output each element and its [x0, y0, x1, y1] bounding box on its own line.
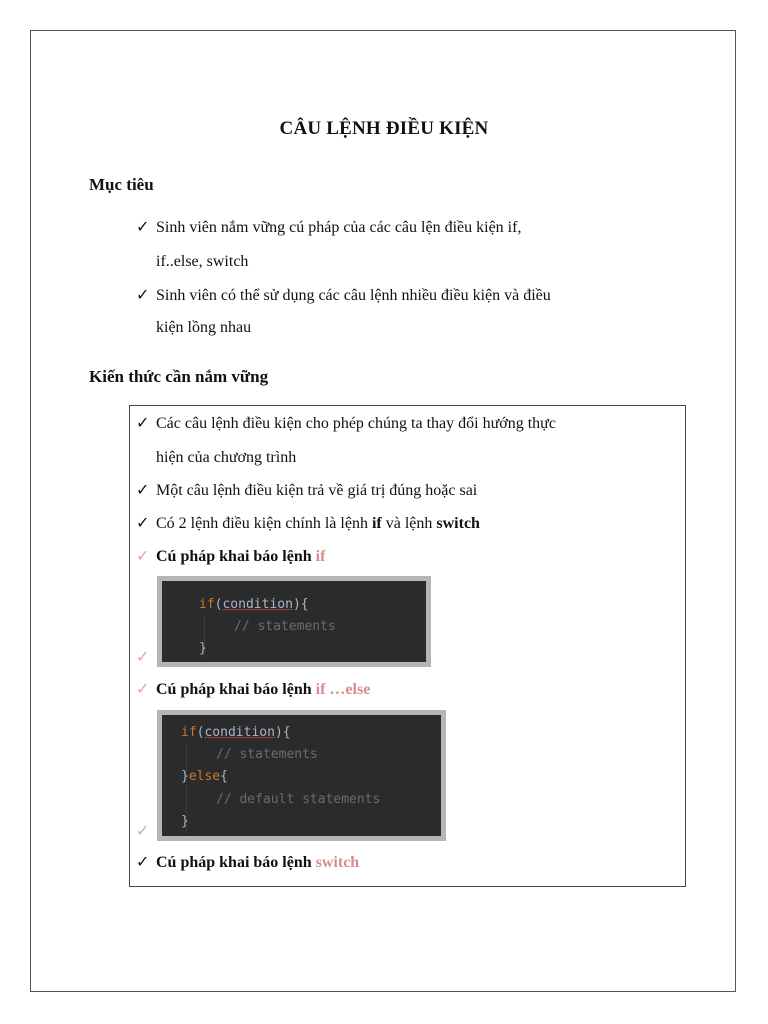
check-icon: ✓ — [136, 415, 150, 432]
code-line-1: if(condition){ — [199, 597, 309, 612]
code-line-2: // statements — [216, 747, 318, 762]
stray-check — [136, 822, 156, 842]
code-line-3: }else{ — [181, 769, 228, 784]
code-block-if — [157, 576, 431, 667]
knowledge-item-1-line1: Các câu lệnh điều kiện cho phép chúng ta thay đổi hướng thực — [156, 415, 556, 432]
objective-item-1-line2: if..else, switch — [156, 253, 249, 270]
code-line-3: } — [199, 641, 207, 656]
code-line-2: // statements — [234, 619, 336, 634]
code-editor-if — [162, 581, 426, 662]
code-line-5: } — [181, 814, 189, 829]
code-line-1: if(condition){ — [181, 725, 291, 740]
knowledge-item-3-mid: và lệnh — [381, 515, 437, 532]
code-block-ifelse — [157, 710, 446, 841]
check-icon: ✓ — [136, 649, 150, 666]
objective-item-1-line1: Sinh viên nắm vững cú pháp của các câu lện điều kiện if, — [156, 219, 522, 236]
stray-check — [136, 648, 156, 668]
knowledge-item-3 — [136, 514, 480, 534]
knowledge-item-3-pre: Có 2 lệnh điều kiện chính là lệnh — [156, 515, 372, 532]
if-keyword: if — [315, 548, 326, 565]
switch-syntax-label: Cú pháp khai báo lệnh — [156, 854, 316, 871]
if-syntax-label: Cú pháp khai báo lệnh — [156, 548, 316, 565]
check-icon: ✓ — [136, 548, 150, 565]
ifelse-keyword: if …else — [315, 681, 371, 698]
objective-item-1 — [136, 218, 521, 238]
document-title: CÂU LỆNH ĐIỀU KIỆN — [279, 118, 489, 139]
check-icon: ✓ — [136, 219, 150, 236]
knowledge-item-5 — [136, 680, 370, 700]
code-editor-ifelse — [162, 715, 441, 836]
check-icon: ✓ — [136, 823, 150, 840]
knowledge-item-1-line2: hiện của chương trình — [156, 449, 297, 466]
check-icon: ✓ — [136, 681, 150, 698]
code-line-4: // default statements — [216, 792, 381, 807]
keyword-switch: switch — [436, 515, 480, 532]
objective-item-2-line1: Sinh viên có thể sử dụng các câu lệnh nhiều điều kiện và điều — [156, 287, 551, 304]
knowledge-item-2-text: Một câu lệnh điều kiện trả về giá trị đúng hoặc sai — [156, 482, 478, 499]
check-icon: ✓ — [136, 287, 150, 304]
knowledge-item-6 — [136, 853, 359, 873]
check-icon: ✓ — [136, 515, 150, 532]
check-icon: ✓ — [136, 482, 150, 499]
objective-item-2-line2: kiện lồng nhau — [156, 319, 252, 336]
objective-item-2 — [136, 286, 551, 306]
keyword-if: if — [371, 515, 382, 532]
ifelse-syntax-label: Cú pháp khai báo lệnh — [156, 681, 316, 698]
knowledge-item-4 — [136, 547, 325, 567]
knowledge-heading: Kiến thức cần nắm vững — [89, 367, 269, 386]
knowledge-item-1 — [136, 414, 556, 434]
check-icon: ✓ — [136, 854, 150, 871]
knowledge-item-2 — [136, 481, 477, 501]
switch-keyword: switch — [315, 854, 360, 871]
objectives-heading: Mục tiêu — [89, 175, 154, 194]
